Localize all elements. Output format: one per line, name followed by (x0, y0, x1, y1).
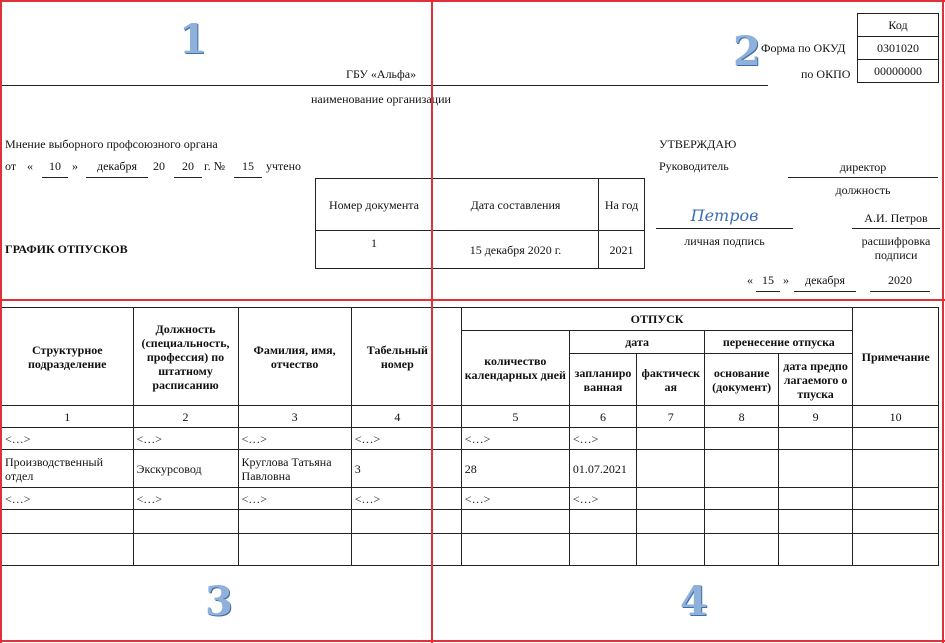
table-row (2, 428, 939, 450)
cell-planned: <…> (569, 428, 636, 450)
section-number-2: 2 (733, 28, 761, 75)
approve-position: директор (839, 160, 887, 174)
organization-name: ГБУ «Альфа» (346, 67, 417, 81)
table-row (2, 450, 939, 488)
union-month: декабря (96, 159, 138, 173)
cell-fio: <…> (238, 428, 351, 450)
okpo-value: 00000000 (858, 60, 939, 83)
col-number: 8 (705, 406, 778, 428)
union-year-prefix: 20 (153, 159, 165, 173)
cell-position: <…> (133, 488, 238, 510)
header-fio: Фамилия, имя, отчество (238, 308, 351, 406)
cell-dept: Производственный отдел (2, 450, 134, 488)
table-row (2, 534, 939, 566)
col-number: 2 (133, 406, 238, 428)
header-tab: Табельный номер (351, 308, 443, 406)
approve-quote-close: » (783, 273, 789, 287)
quadrant-divider-horizontal (0, 299, 945, 301)
cell-tab: <…> (351, 488, 443, 510)
approve-decoding: А.И. Петров (864, 211, 928, 225)
codes-header: Код (858, 14, 939, 37)
okud-value: 0301020 (858, 37, 939, 60)
approve-day: 15 (762, 273, 774, 287)
doc-date-value: 15 декабря 2020 г. (433, 231, 599, 269)
col-number: 9 (778, 406, 852, 428)
col-number: 4 (351, 406, 443, 428)
union-opinion-label: Мнение выборного профсоюзного органа (5, 137, 218, 151)
header-position: Должность (специальность, профессия) по штатному расписанию (133, 308, 238, 406)
header-gap (443, 308, 461, 406)
union-g-no: г. № (204, 159, 226, 173)
approve-decoding-caption: расшифровка подписи (861, 234, 931, 262)
cell-fio: Круглова Татьяна Павловна (238, 450, 351, 488)
document-info-table (315, 178, 645, 269)
cell-planned: <…> (569, 488, 636, 510)
cell-actual (637, 450, 705, 488)
okpo-label: по ОКПО (801, 67, 851, 81)
approve-signature: Петров (690, 206, 759, 225)
quadrant-border-bottom (0, 640, 945, 642)
table-row (2, 488, 939, 510)
table-row (2, 510, 939, 534)
approve-year: 2020 (888, 273, 912, 287)
cell-fio: <…> (238, 488, 351, 510)
cell-dept: <…> (2, 488, 134, 510)
approve-month: декабря (804, 273, 846, 287)
union-number: 15 (242, 159, 254, 173)
approve-quote-open: « (747, 273, 753, 287)
document-title: ГРАФИК ОТПУСКОВ (5, 242, 128, 256)
doc-year-header: На год (599, 179, 645, 231)
cell-note (853, 450, 939, 488)
cell-days: <…> (461, 428, 569, 450)
doc-number-header: Номер документа (316, 179, 433, 231)
cell-expected (778, 450, 852, 488)
header-planned: запланированная (569, 354, 636, 406)
union-year-suffix: 20 (182, 159, 194, 173)
header-date: дата (569, 331, 705, 354)
approve-title: УТВЕРЖДАЮ (659, 137, 737, 151)
cell-note (853, 428, 939, 450)
approve-signature-caption: личная подпись (684, 234, 765, 248)
header-days: количество календарных дней (461, 331, 569, 406)
section-number-3: 3 (205, 578, 233, 625)
cell-expected (778, 488, 852, 510)
cell-note (853, 488, 939, 510)
section-number-4: 4 (680, 578, 708, 625)
col-number: 6 (569, 406, 636, 428)
cell-tab: <…> (351, 428, 443, 450)
header-actual: фактическая (637, 354, 705, 406)
cell-basis (705, 488, 778, 510)
vacation-schedule-table (1, 307, 939, 566)
cell-position: Экскурсовод (133, 450, 238, 488)
header-dept: Структурное подразделение (2, 308, 134, 406)
header-basis: основание (документ) (705, 354, 778, 406)
cell-actual (637, 488, 705, 510)
cell-dept: <…> (2, 428, 134, 450)
cell-tab: 3 (351, 450, 443, 488)
col-number: 5 (461, 406, 569, 428)
col-number: 7 (637, 406, 705, 428)
header-note: Примечание (853, 308, 939, 406)
header-transfer: перенесение отпуска (705, 331, 853, 354)
quadrant-border-top (0, 0, 945, 2)
quadrant-border-left (0, 0, 2, 643)
cell-days: 28 (461, 450, 569, 488)
cell-basis (705, 450, 778, 488)
doc-date-header: Дата составления (433, 179, 599, 231)
quadrant-divider-vertical (431, 0, 433, 643)
col-number: 3 (238, 406, 351, 428)
cell-expected (778, 428, 852, 450)
union-day: 10 (49, 159, 61, 173)
cell-planned: 01.07.2021 (569, 450, 636, 488)
union-quote-close: » (72, 159, 78, 173)
section-number-1: 1 (179, 16, 207, 63)
organization-caption: наименование организации (311, 92, 451, 106)
header-vacation: ОТПУСК (461, 308, 852, 331)
organization-line (0, 85, 768, 86)
union-ot: от (5, 159, 17, 173)
union-quote-open: « (27, 159, 33, 173)
quadrant-border-right (942, 0, 944, 643)
cell-days: <…> (461, 488, 569, 510)
header-expected: дата предполагаемого отпуска (778, 354, 852, 406)
cell-position: <…> (133, 428, 238, 450)
okud-label: Форма по ОКУД (761, 41, 846, 55)
approve-position-caption: должность (835, 183, 891, 197)
codes-table (857, 13, 939, 83)
col-number: 10 (853, 406, 939, 428)
doc-number-value: 1 (316, 231, 433, 269)
cell-basis (705, 428, 778, 450)
cell-actual (637, 428, 705, 450)
union-status: учтено (266, 159, 302, 173)
doc-year-value: 2021 (599, 231, 645, 269)
col-number: 1 (2, 406, 134, 428)
approve-head-label: Руководитель (659, 159, 729, 173)
